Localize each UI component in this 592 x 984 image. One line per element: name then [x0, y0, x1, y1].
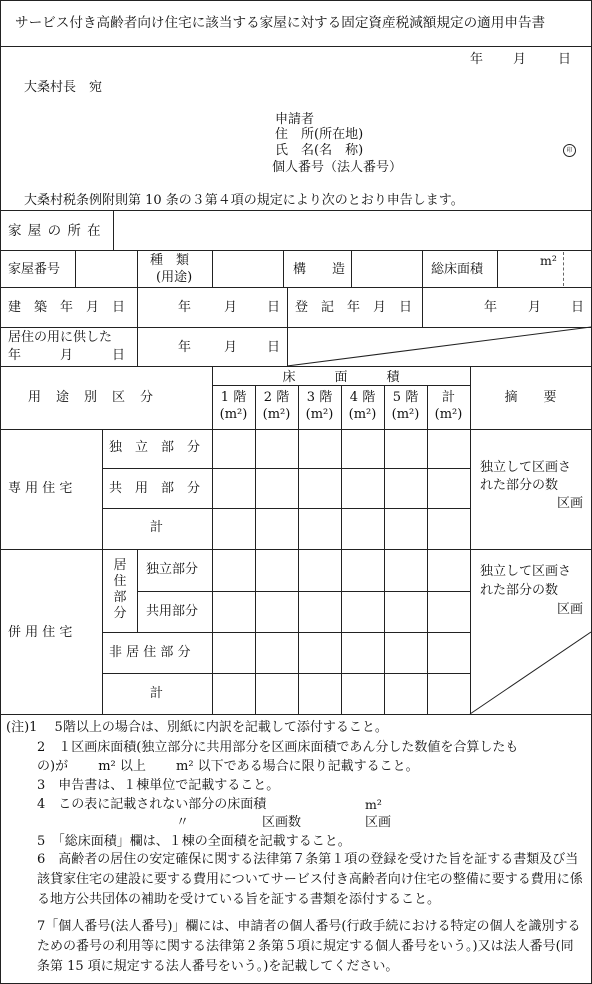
residential-char-4: 分: [113, 606, 127, 621]
applicant-name: 氏 名(名 称): [275, 143, 364, 158]
applicant-label: 申請者: [275, 112, 315, 127]
residence-date-label-2: 年 月 日: [8, 348, 126, 363]
exclusive-housing-label: 専 用 住 宅: [8, 481, 73, 496]
floor-area-header: 床 面 積: [282, 370, 400, 385]
floor-4-unit: (m²): [348, 407, 377, 422]
built-day: 日: [267, 300, 281, 315]
note-4-line1: 4 この表に記載されない部分の床面積: [37, 797, 267, 812]
combined-shared-label: 共用部分: [146, 604, 199, 619]
location-label: 家 屋 の 所 在: [8, 223, 102, 239]
floor-4-label: 4 階: [349, 390, 376, 405]
exclusive-total-label: 計: [150, 520, 164, 535]
registered-date-label: 登 記 年 月 日: [295, 300, 413, 315]
floor-total-unit: (m²): [434, 407, 463, 422]
combined-remarks-line1: 独立して区画さ: [480, 564, 572, 579]
combined-remarks-line2: れた部分の数: [480, 583, 559, 598]
non-residential-label: 非 居 住 部 分: [109, 645, 191, 660]
floor-5-label: 5 階: [392, 390, 419, 405]
summary-header: 摘 要: [504, 390, 557, 405]
note-4-area-unit: m²: [365, 797, 382, 812]
residence-year: 年: [178, 340, 192, 355]
floor-1-unit: (m²): [219, 407, 248, 422]
floor-3-label: 3 階: [306, 390, 333, 405]
combined-total-label: 計: [150, 686, 164, 701]
floor-3-unit: (m²): [305, 407, 334, 422]
registered-month: 月: [528, 300, 542, 315]
exclusive-shared-label: 共 用 部 分: [109, 481, 201, 496]
exclusive-remarks-line2: れた部分の数: [480, 478, 559, 493]
built-month: 月: [224, 300, 238, 315]
exclusive-remarks-unit: 区画: [557, 496, 584, 511]
date-day: 日: [558, 52, 572, 67]
registered-day: 日: [571, 300, 585, 315]
built-year: 年: [178, 300, 192, 315]
floor-total-label: 計: [441, 390, 455, 405]
usage-header: 用 途 別 区 分: [28, 390, 155, 405]
applicant-address: 住 所(所在地): [275, 127, 364, 142]
seal-mark: 印: [563, 144, 576, 157]
house-number-label: 家屋番号: [8, 262, 61, 277]
note-3: 3 申告書は、１棟単位で記載すること。: [37, 778, 280, 793]
floor-2-unit: (m²): [262, 407, 291, 422]
combined-housing-label: 併 用 住 宅: [8, 625, 73, 640]
date-month: 月: [513, 52, 527, 67]
declaration: 大桑村税条例附則第 10 条の３第４項の規定により次のとおり申告します。: [24, 193, 464, 208]
residential-char-1: 居: [113, 558, 127, 573]
date-year: 年: [470, 52, 484, 67]
floor-5-unit: (m²): [391, 407, 420, 422]
note-2-line2: の)が m² 以上 m² 以下である場合に限り記載すること。: [37, 759, 419, 774]
residence-date-label-1: 居住の用に供した: [8, 330, 113, 345]
floor-1-label: 1 階: [220, 390, 247, 405]
type-sub-label: (用途): [156, 270, 193, 285]
applicant-id-number: 個人番号（法人番号）: [272, 160, 403, 175]
note-4-line2: 区画数: [262, 815, 302, 830]
residential-char-2: 住: [113, 574, 127, 589]
note-5: 5 「総床面積」欄は、１棟の全面積を記載すること。: [37, 834, 351, 849]
total-area-unit: m²: [540, 253, 557, 268]
total-area-label: 総床面積: [431, 262, 484, 277]
note-7: 7「個人番号(法人番号)」欄には、申請者の個人番号(行政手続における特定の個人を識別するための番号の利用等に関する法律第２条第５項に規定する個人番号をいう。)又は法人番号(同条第 15 項に規定する法人番号をいう。)を記載してください。: [37, 919, 581, 974]
form-title: サービス付き高齢者向け住宅に該当する家屋に対する固定資産税減額規定の適用申告書: [15, 15, 546, 31]
note-4-ditto: 〃: [176, 815, 190, 830]
note-1: (注)1 5階以上の場合は、別紙に内訳を記載して添付すること。: [6, 720, 388, 735]
combined-independent-label: 独立部分: [146, 562, 199, 577]
structure-label: 構 造: [293, 262, 346, 277]
built-date-label: 建 築 年 月 日: [8, 300, 126, 315]
floor-2-label: 2 階: [263, 390, 290, 405]
note-2-line1: 2 １区画床面積(独立部分に共用部分を区画床面積であん分した数値を合算したも: [37, 740, 519, 755]
note-4-section-unit: 区画: [365, 815, 392, 830]
residential-char-3: 部: [113, 590, 127, 605]
addressee: 大桑村長 宛: [24, 80, 103, 95]
residence-month: 月: [224, 340, 238, 355]
registered-year: 年: [484, 300, 498, 315]
exclusive-remarks-line1: 独立して区画さ: [480, 460, 572, 475]
note-6: 6 高齢者の居住の安定確保に関する法律第７条第１項の登録を受けた旨を証する書類及び当該貸家住宅の建設に要する費用についてサービス付き高齢者向け住宅の整備に要する費用に係る地方公共団体の補助を受けている旨を証する書類を添付すること。: [37, 852, 583, 907]
exclusive-independent-label: 独 立 部 分: [109, 440, 201, 455]
type-label: 種 類: [150, 253, 190, 268]
residence-day: 日: [267, 340, 281, 355]
combined-remarks-unit: 区画: [557, 602, 584, 617]
